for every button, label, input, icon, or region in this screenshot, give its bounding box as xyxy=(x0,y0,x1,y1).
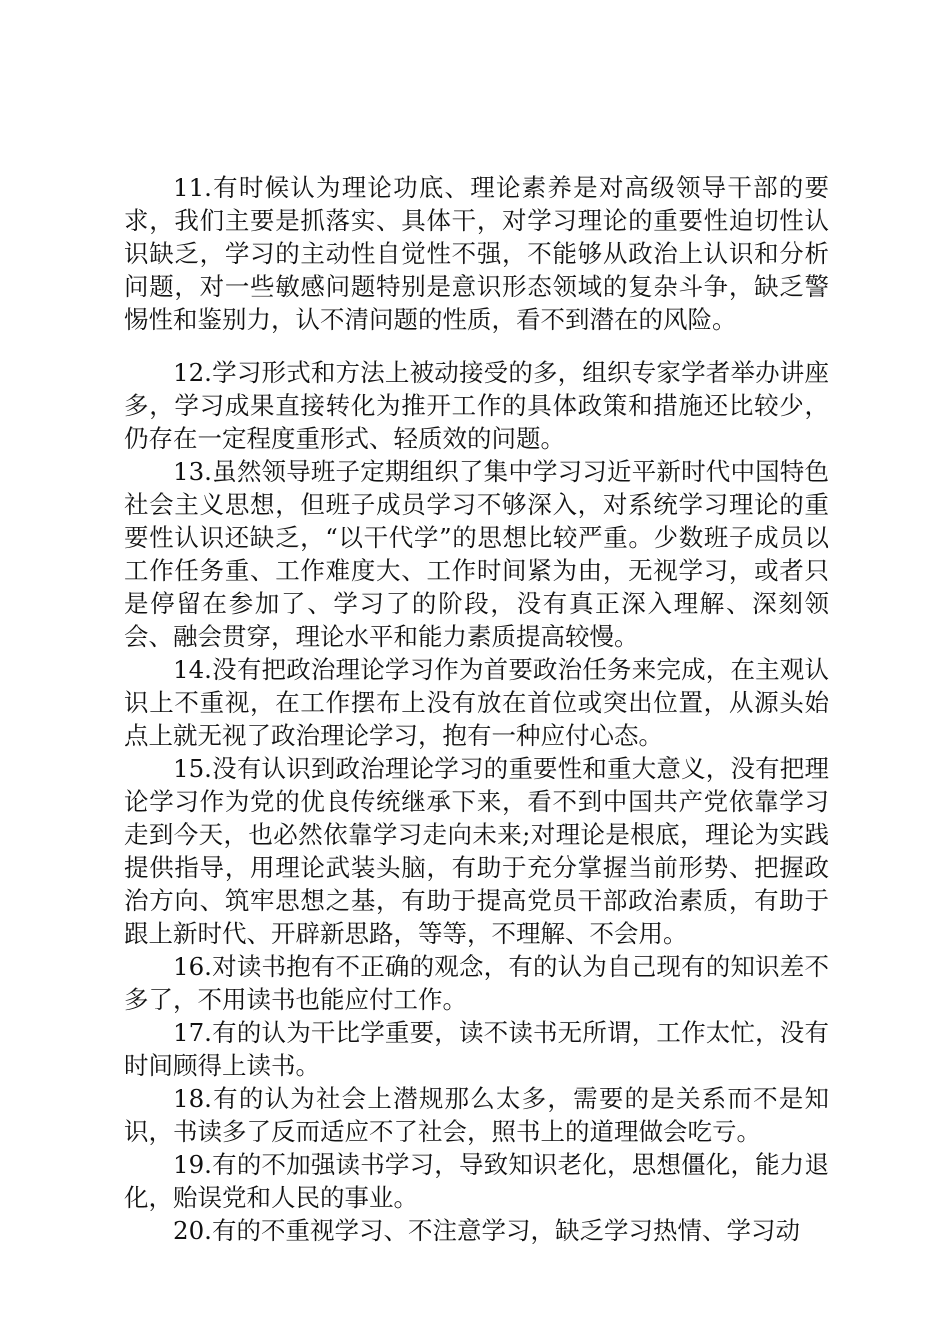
document-body xyxy=(124,171,829,1247)
paragraph-gap xyxy=(124,336,829,356)
paragraph-14: 14.没有把政治理论学习作为首要政治任务来完成，在主观认识上不重视，在工作摆布上没有放在首位或突出位置，从源头始点上就无视了政治理论学习，抱有一种应付心态。 xyxy=(124,655,829,750)
paragraph-13: 13.虽然领导班子定期组织了集中学习习近平新时代中国特色社会主义思想，但班子成员学习不够深入，对系统学习理论的重要性认识还缺乏，“以干代学”的思想比较严重。少数班子成员以工作任务重、工作难度大、工作时间紧为由，无视学习，或者只是停留在参加了、学习了的阶段，没有真正深入理解、深刻领会、融会贯穿，理论水平和能力素质提高较慢。 xyxy=(124,457,829,651)
paragraph-12: 12.学习形式和方法上被动接受的多，组织专家学者举办讲座多，学习成果直接转化为推开工作的具体政策和措施还比较少，仍存在一定程度重形式、轻质效的问题。 xyxy=(124,358,829,453)
paragraph-16: 16.对读书抱有不正确的观念，有的认为自己现有的知识差不多了，不用读书也能应付工作。 xyxy=(124,952,829,1014)
paragraph-11: 11.有时候认为理论功底、理论素养是对高级领导干部的要求，我们主要是抓落实、具体干，对学习理论的重要性迫切性认识缺乏，学习的主动性自觉性不强，不能够从政治上认识和分析问题，对一些敏感问题特别是意识形态领域的复杂斗争，缺乏警惕性和鉴别力，认不清问题的性质，看不到潜在的风险。 xyxy=(124,173,829,334)
paragraph-15: 15.没有认识到政治理论学习的重要性和重大意义，没有把理论学习作为党的优良传统继承下来，看不到中国共产党依靠学习走到今天，也必然依靠学习走向未来;对理论是根底，理论为实践提供指导，用理论武装头脑，有助于充分掌握当前形势、把握政治方向、筑牢思想之基，有助于提高党员干部政治素质，有助于跟上新时代、开辟新思路，等等，不理解、不会用。 xyxy=(124,754,829,948)
paragraph-17: 17.有的认为干比学重要，读不读书无所谓，工作太忙，没有时间顾得上读书。 xyxy=(124,1018,829,1080)
paragraph-18: 18.有的认为社会上潜规那么太多，需要的是关系而不是知识，书读多了反而适应不了社会，照书上的道理做会吃亏。 xyxy=(124,1084,829,1146)
paragraph-19: 19.有的不加强读书学习，导致知识老化，思想僵化，能力退化，贻误党和人民的事业。 xyxy=(124,1150,829,1212)
paragraph-20: 20.有的不重视学习、不注意学习，缺乏学习热情、学习动 xyxy=(173,1216,800,1245)
